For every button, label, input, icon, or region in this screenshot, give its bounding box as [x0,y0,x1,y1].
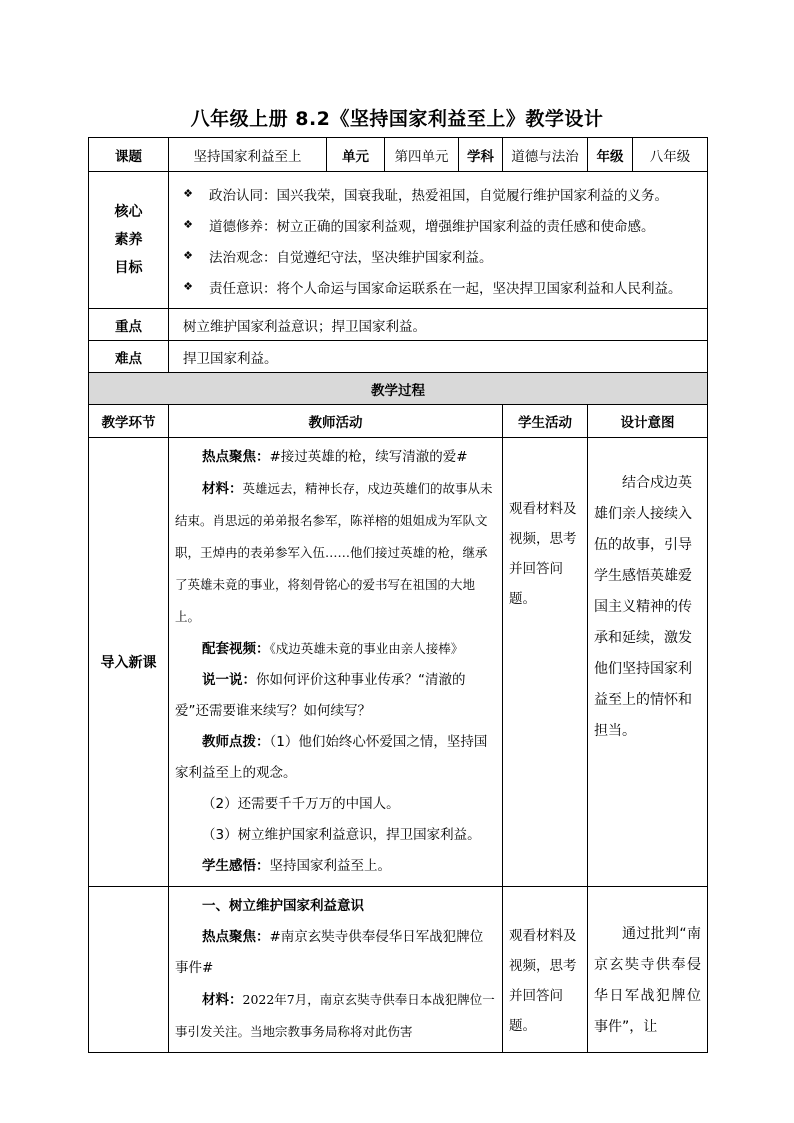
difficulty-text: 捍卫国家利益。 [169,341,708,373]
student-activity-text: 观看材料及视频，思考并回答问题。 [509,928,577,1034]
subject-value: 道德与法治 [503,138,588,172]
student-activity [503,438,588,887]
stage-label [89,887,169,1053]
teacher-tip-item: （3）树立维护国家利益意识，捍卫国家利益。 [202,827,481,843]
info-row [89,138,708,172]
page-title: 八年级上册 8.2《坚持国家利益至上》教学设计 [190,108,604,130]
teacher-activity [169,887,503,1053]
teacher-activity [169,438,503,887]
diamond-bullet-icon: ❖ [183,280,193,293]
core-goal-text: 道德修养：树立正确的国家利益观，增强维护国家利益的责任感和使命感。 [209,218,655,235]
core-goal-item [181,240,701,271]
material [175,473,496,633]
core-goal-text: 责任意识：将个人命运与国家命运联系在一起，坚决捍卫国家利益和人民利益。 [209,280,682,297]
unit-value: 第四单元 [385,138,459,172]
process-heading: 教学过程 [89,373,708,405]
stage-row-intro [89,438,708,887]
design-intent-text: 结合戍边英雄们亲人接续入伍的故事，引导学生感悟英雄爱国主义精神的传承和延续，激发他们坚持国家利益至上的情怀和担当。 [594,475,692,739]
column-intent: 设计意图 [588,405,708,438]
core-goal-item [181,209,701,240]
material-label: 材料： [202,481,243,497]
difficulty-label: 难点 [89,341,169,373]
column-student: 学生活动 [503,405,588,438]
key-point-text: 树立维护国家利益意识；捍卫国家利益。 [169,309,708,341]
video-label: 配套视频： [202,641,270,657]
teacher-tip [175,727,496,789]
column-teacher: 教师活动 [169,405,503,438]
discussion [175,665,496,727]
core-goals-row [89,172,708,309]
key-point-label: 重点 [89,309,169,341]
lesson-plan-table [88,137,708,1053]
design-intent [588,887,708,1053]
discussion-text: 你如何评价这种事业传承？“清澈的爱”还需要谁来续写？如何续写？ [175,672,466,719]
lesson-value: 坚持国家利益至上 [169,138,327,172]
process-heading-row [89,373,708,405]
column-stage: 教学环节 [89,405,169,438]
teacher-tip-text: （1）他们始终心怀爱国之情，坚持国家利益至上的观念。 [175,734,488,781]
core-goal-item [181,271,701,302]
core-goal-text: 政治认同：国兴我荣，国衰我耻，热爱祖国，自觉履行维护国家利益的义务。 [209,187,668,204]
design-intent-text: 通过批判“南京玄奘寺供奉侵华日军战犯牌位事件”，让 [594,926,701,1035]
core-label-line: 目标 [114,260,143,276]
diamond-bullet-icon: ❖ [183,218,193,231]
process-columns-row [89,405,708,438]
hot-topic-text: #南京玄奘寺供奉侵华日军战犯牌位事件# [175,929,484,976]
stage-row-section1 [89,887,708,1053]
core-label-line: 核心 [114,204,143,220]
core-goals-list [169,172,708,309]
student-insight-label: 学生感悟： [202,858,270,874]
material [175,984,496,1048]
teacher-tip-item: （2）还需要千千万万的中国人。 [202,796,400,812]
difficulty-row [89,341,708,373]
section-title: 一、树立维护国家利益意识 [202,898,364,914]
student-activity-text: 观看材料及视频，思考并回答问题。 [509,501,577,607]
student-activity [503,887,588,1053]
hot-topic-label: 热点聚焦： [202,929,270,945]
core-goals-label [89,172,169,309]
discussion-label: 说一说： [202,672,256,688]
material-label: 材料： [202,992,243,1008]
hot-topic [175,442,496,473]
video [175,633,496,665]
student-insight [175,851,496,882]
video-text: 《戍边英雄未竟的事业由亲人接棒》 [269,641,464,656]
core-goal-item [181,178,701,209]
unit-label: 单元 [327,138,385,172]
subject-label: 学科 [459,138,503,172]
diamond-bullet-icon: ❖ [183,249,193,262]
material-text: 英雄远去，精神长存，戍边英雄们的故事从未结束。肖思远的弟弟报名参军，陈祥榕的姐姐成为军队文职，王焯冉的表弟参军入伍……他们接过英雄的枪，继承了英雄未竟的事业，将刻骨铭心的爱书写在祖国的大地上。 [175,481,493,624]
stage-label: 导入新课 [89,438,169,887]
hot-topic [175,922,496,984]
core-label-line: 素养 [114,232,143,248]
material-text: 2022年7月，南京玄奘寺供奉日本战犯牌位一事引发关注。当地宗教事务局称将对此伤害 [175,992,495,1039]
hot-topic-text: #接过英雄的枪，续写清澈的爱# [269,449,468,465]
student-insight-text: 坚持国家利益至上。 [269,858,391,874]
design-intent [588,438,708,887]
grade-value: 八年级 [633,138,708,172]
grade-label: 年级 [588,138,633,172]
core-goal-text: 法治观念：自觉遵纪守法，坚决维护国家利益。 [209,249,493,266]
lesson-label: 课题 [89,138,169,172]
teacher-tip-label: 教师点拨： [202,734,270,750]
key-point-row [89,309,708,341]
diamond-bullet-icon: ❖ [183,187,193,200]
hot-topic-label: 热点聚焦： [202,449,270,465]
